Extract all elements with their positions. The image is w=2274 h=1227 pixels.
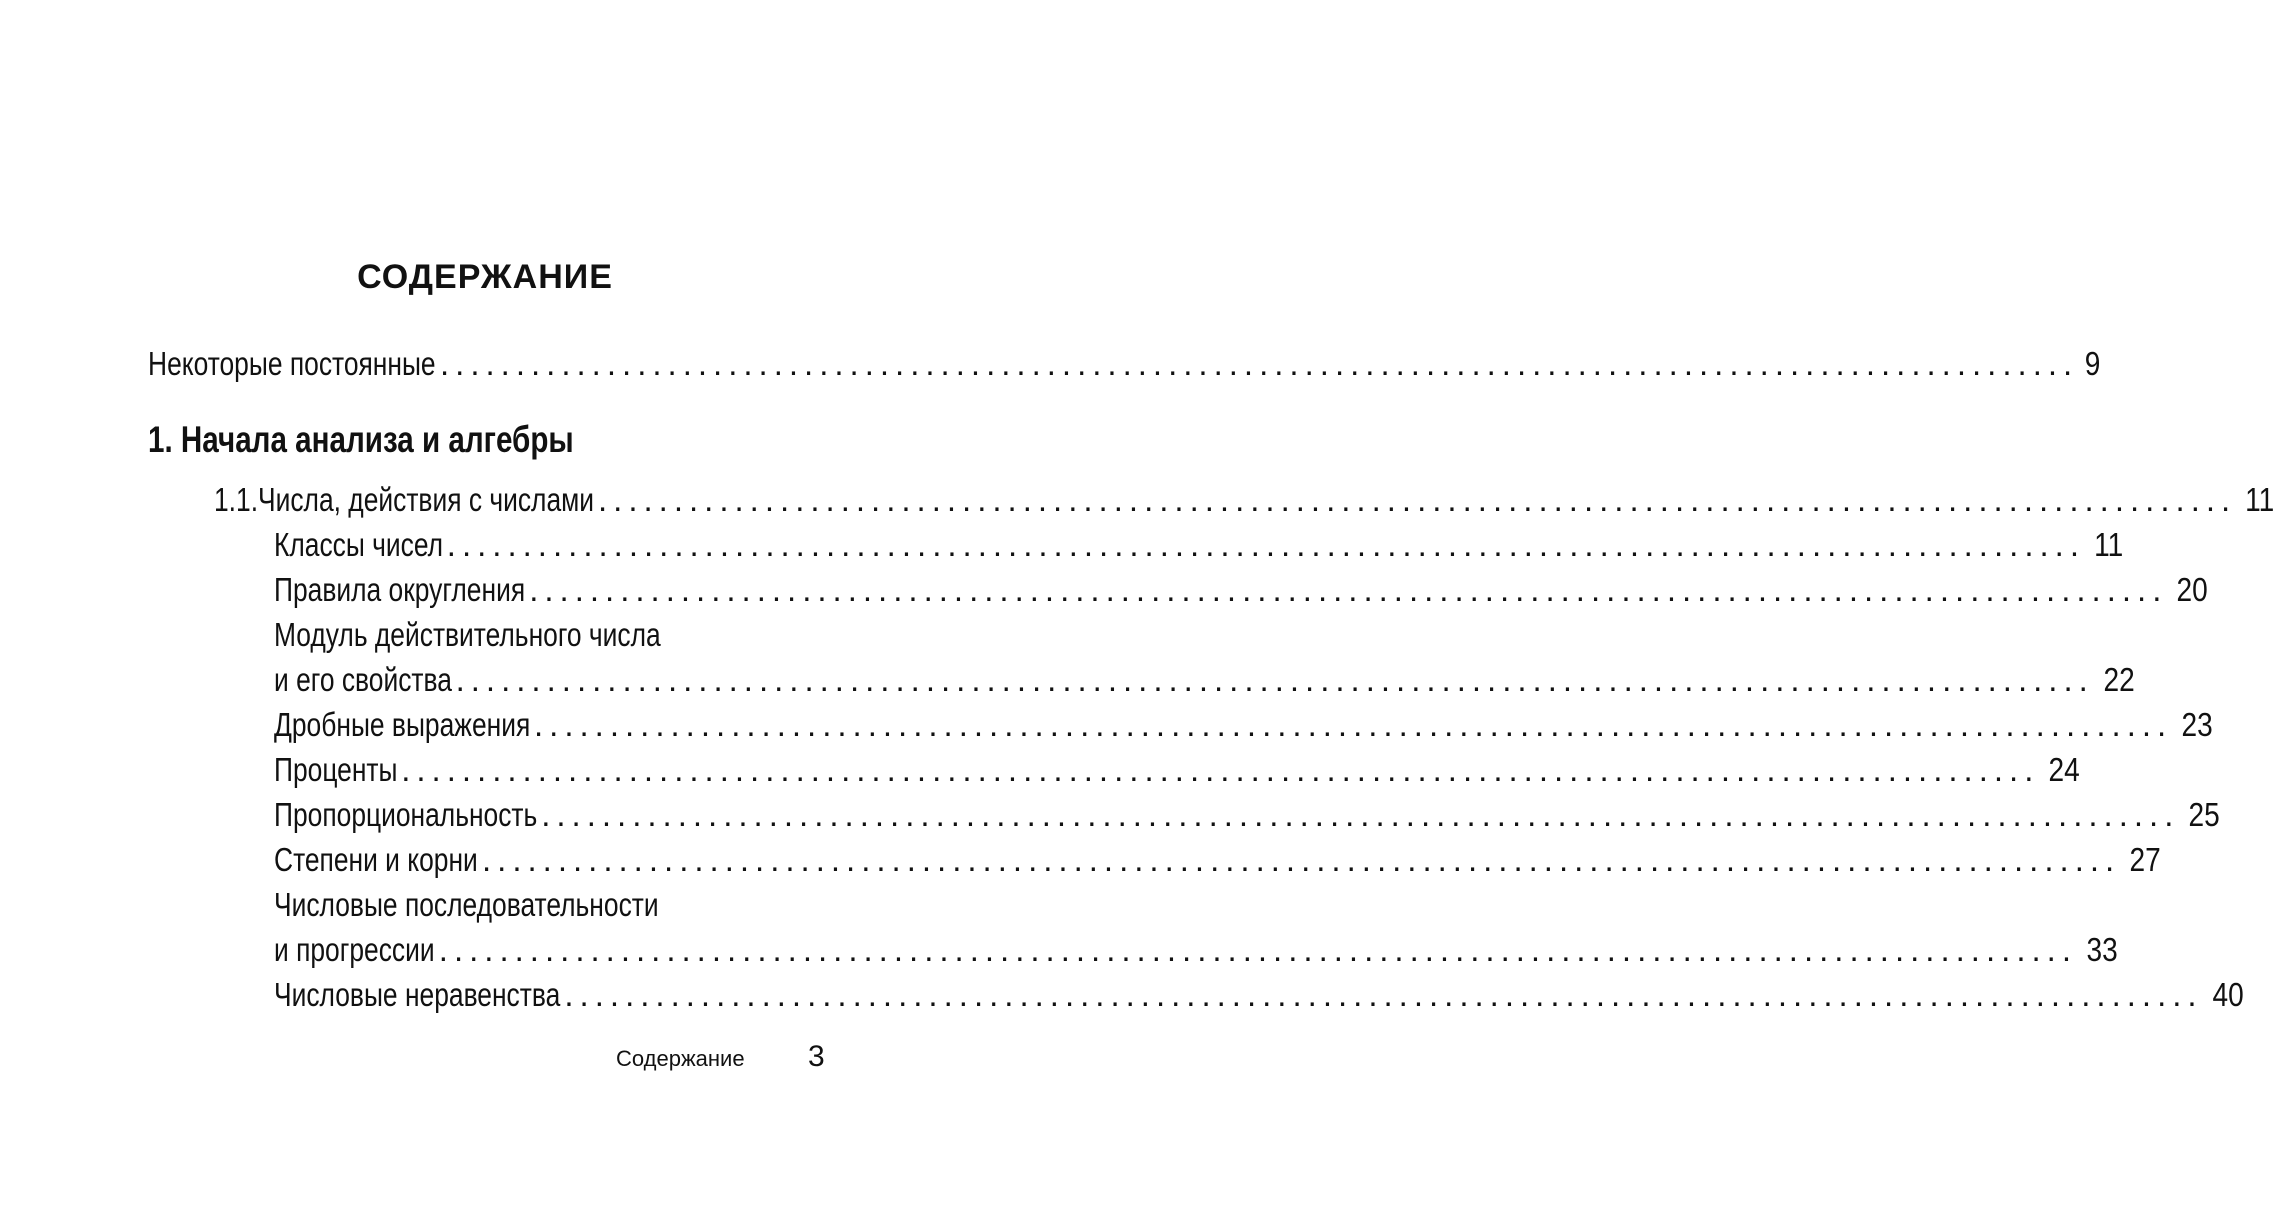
toc-entry-constants[interactable] — [148, 344, 2101, 384]
toc-page-number: 11 — [2245, 481, 2274, 518]
dot-leader: ............................................................................................................ — [438, 931, 2077, 968]
dot-leader: ............................................................................................................ — [446, 526, 2085, 563]
toc-entry-label: Дробные выражения — [274, 706, 531, 743]
toc-entry-label: Классы чисел — [274, 526, 444, 563]
toc-page-number: 33 — [2086, 931, 2118, 968]
toc-page-number: 27 — [2129, 841, 2161, 878]
toc-entry-label: Правила округления — [274, 571, 526, 608]
dot-leader: ............................................................................................................ — [401, 751, 2040, 788]
toc-entry-label: и прогрессии — [274, 931, 435, 968]
toc-page-number: 40 — [2212, 976, 2244, 1013]
toc-entry[interactable] — [274, 525, 2124, 565]
toc-page-number: 24 — [2048, 751, 2081, 788]
toc-entry-label: Степени и корни — [274, 841, 478, 878]
page-number: 3 — [808, 1040, 825, 1073]
toc-entry-label: и его свойства — [274, 661, 452, 698]
toc-entry-label: Числа, действия с числами — [258, 481, 595, 518]
toc-entry[interactable] — [274, 660, 2135, 700]
dot-leader: ............................................................................................................ — [598, 481, 2237, 518]
toc-page-number: 22 — [2103, 661, 2135, 698]
page-title: СОДЕРЖАНИЕ — [357, 258, 613, 296]
section-heading[interactable]: 1. Начала анализа и алгебры — [148, 419, 574, 460]
toc-page-number: 11 — [2094, 526, 2124, 563]
toc-entry[interactable] — [274, 570, 2209, 610]
running-footer-label: Содержание — [616, 1046, 745, 1071]
subsection-number: 1.1. — [214, 481, 259, 518]
toc-entry[interactable] — [274, 975, 2244, 1015]
dot-leader: ............................................................................................................ — [541, 796, 2180, 833]
toc-subsection-1-1[interactable] — [214, 480, 2274, 520]
toc-page-number: 23 — [2181, 706, 2213, 743]
dot-leader: ............................................................................................................ — [534, 706, 2173, 743]
toc-entry[interactable] — [274, 705, 2213, 745]
toc-entry[interactable] — [274, 840, 2161, 880]
toc-entry[interactable] — [274, 930, 2118, 970]
dot-leader: ............................................................................................................ — [455, 661, 2094, 698]
toc-entry-label: Числовые неравенства — [274, 976, 561, 1013]
toc-entry-label: Проценты — [274, 751, 398, 788]
toc-entry-label-line1[interactable]: Модуль действительного числа — [274, 616, 661, 653]
toc-entry[interactable] — [274, 795, 2221, 835]
toc-entry-label-line1[interactable]: Числовые последовательности — [274, 886, 659, 923]
dot-leader: ............................................................................................................ — [482, 841, 2121, 878]
toc-entry[interactable] — [274, 750, 2081, 790]
toc-entry-label: Некоторые постоянные — [148, 345, 436, 382]
toc-entry-label: Пропорциональность — [274, 796, 538, 833]
dot-leader: ............................................................................................................ — [440, 345, 2079, 382]
dot-leader: ............................................................................................................ — [564, 976, 2203, 1013]
toc-page-number: 9 — [2084, 345, 2101, 382]
toc-page-number: 25 — [2188, 796, 2221, 833]
dot-leader: ............................................................................................................ — [529, 571, 2168, 608]
toc-page-number: 20 — [2176, 571, 2209, 608]
